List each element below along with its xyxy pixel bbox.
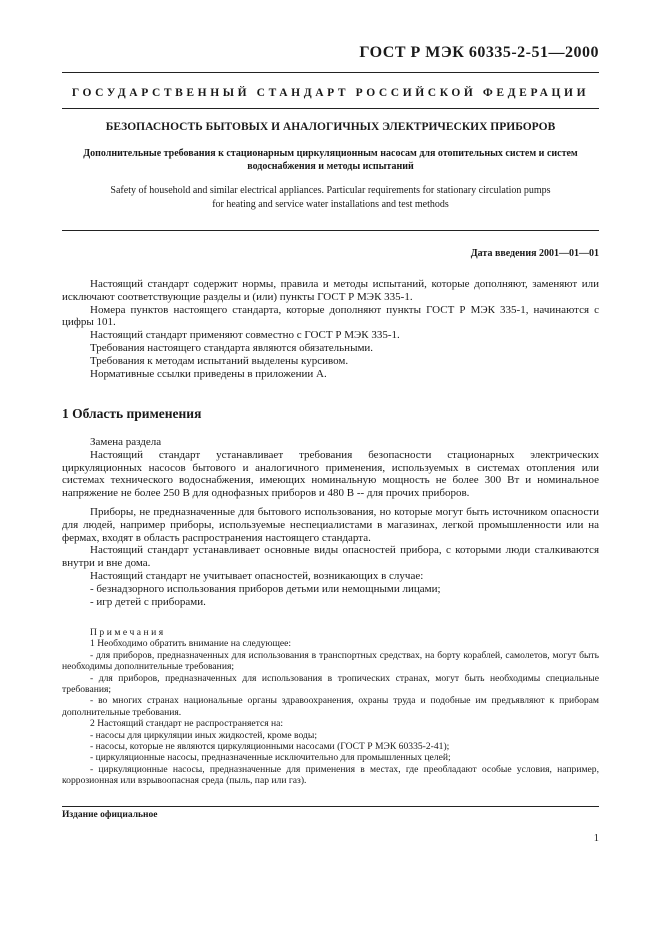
page-number: 1: [593, 833, 599, 844]
header-rule-top: [62, 72, 599, 73]
section-paragraph: - игр детей с приборами.: [90, 595, 206, 608]
notes-heading: Примечания: [90, 627, 166, 638]
intro-paragraph: Нормативные ссылки приведены в приложении А.: [90, 367, 327, 380]
title-rule: [62, 230, 599, 231]
intro-paragraph: Номера пунктов настоящего стандарта, которые дополняют пункты ГОСТ Р МЭК 335-1, начинаются с цифры 101.: [62, 303, 599, 329]
note-item: - циркуляционные насосы, предназначенные исключительно для промышленных целей;: [90, 752, 451, 764]
edition-label: Издание официальное: [62, 810, 158, 820]
note-item: - циркуляционные насосы, предназначенные для применения в местах, где преобладают особые условия, например, коррозионная или взрывоопасная среда (пыль, пар или газ).: [62, 763, 599, 787]
note-item: 1 Необходимо обратить внимание на следующее:: [90, 638, 292, 650]
english-title-line-1: Safety of household and similar electrical appliances. Particular requirements for stationary circulation pumps: [110, 185, 551, 196]
note-item: 2 Настоящий стандарт не распространяется на:: [90, 718, 284, 730]
english-title: [62, 184, 599, 212]
effective-date: Дата введения 2001—01—01: [470, 248, 599, 259]
section-paragraph: Замена раздела: [90, 436, 162, 448]
note-item: - насосы для циркуляции иных жидкостей, кроме воды;: [90, 729, 318, 741]
note-item: - во многих странах национальные органы здравоохранения, охраны труда и подобные им предъявляют к приборам дополнительные требования.: [62, 695, 599, 718]
english-title-line-2: for heating and service water installations and test methods: [212, 199, 449, 210]
note-item: - для приборов, предназначенных для использования в транспортных средствах, на борту кораблей, самолетов, могут быть необходимы дополнительные требования;: [62, 649, 599, 673]
document-title: БЕЗОПАСНОСТЬ БЫТОВЫХ И АНАЛОГИЧНЫХ ЭЛЕКТРИЧЕСКИХ ПРИБОРОВ: [105, 121, 556, 133]
footer-rule: [62, 806, 599, 807]
intro-block: [62, 278, 599, 380]
intro-paragraph: Настоящий стандарт содержит нормы, правила и методы испытаний, которые дополняют, заменяют или исключают соответствующие разделы и (или) пункты ГОСТ Р МЭК 335-1.: [62, 278, 599, 303]
section-paragraph: Настоящий стандарт устанавливает требования безопасности стационарных электрических циркуляционных насосов бытового и аналогичного применения, используемых в системах отопления или системах технического водоснабжения, имеющих номинальную мощность не более 300 Вт и номинальное напряжение не более 250 В для однофазных приборов и 480 В -- для прочих приборов.: [62, 448, 599, 500]
section-paragraph: Настоящий стандарт устанавливает основные виды опасностей прибора, с которыми люди сталкиваются внутри и вне дома.: [62, 544, 599, 570]
state-standard-heading: ГОСУДАРСТВЕННЫЙ СТАНДАРТ РОССИЙСКОЙ ФЕДЕРАЦИИ: [71, 87, 590, 99]
section-paragraph: Приборы, не предназначенные для бытового использования, но которые могут быть источником опасности для людей, например приборы, используемые неспециалистами в магазинах, легкой промышленности или на фермах, входят в область распространения настоящего стандарта.: [62, 505, 599, 544]
section-body: [62, 436, 599, 608]
standard-designation: ГОСТ Р МЭК 60335-2-51—2000: [359, 44, 599, 61]
header-rule-bottom: [62, 108, 599, 109]
intro-paragraph: Настоящий стандарт применяют совместно с ГОСТ Р МЭК 335-1.: [90, 329, 400, 342]
section-heading: 1 Область применения: [62, 406, 202, 421]
intro-paragraph: Требования настоящего стандарта являются обязательными.: [90, 341, 374, 354]
section-paragraph: - безнадзорного использования приборов детьми или немощными лицами;: [90, 582, 441, 595]
document-subtitle: Дополнительные требования к стационарным циркуляционным насосам для отопительных систем и систем водоснабжения и методы испытаний: [83, 148, 578, 172]
note-item: - насосы, которые не являются циркуляционными насосами (ГОСТ Р МЭК 60335-2-41);: [90, 741, 450, 753]
notes-block: [62, 627, 599, 787]
note-item: - для приборов, предназначенных для использования в тропических странах, могут быть необходимы специальные требования;: [62, 672, 599, 696]
intro-paragraph: Требования к методам испытаний выделены курсивом.: [90, 354, 349, 367]
section-paragraph: Настоящий стандарт не учитывает опасностей, возникающих в случае:: [90, 569, 424, 582]
